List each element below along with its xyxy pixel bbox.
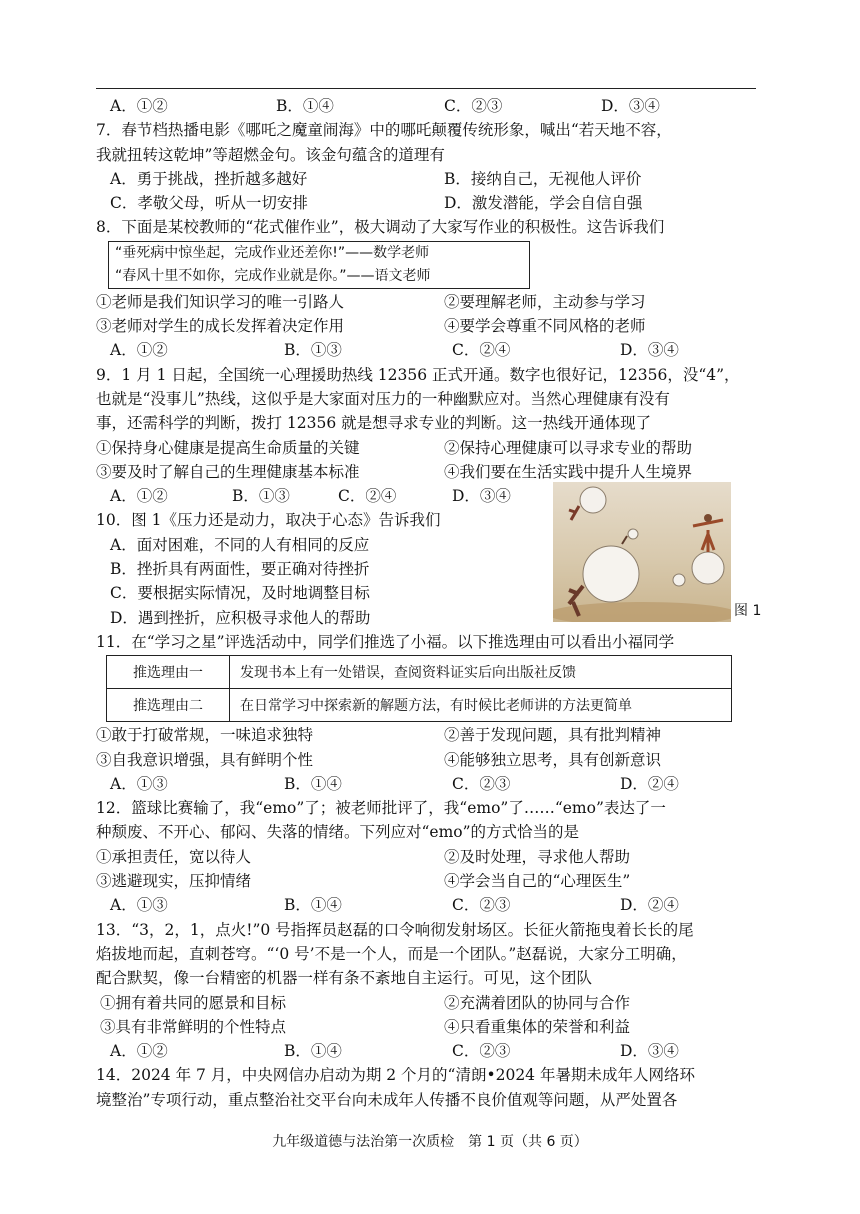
q11-reason-head-1: 推选理由一 xyxy=(107,656,230,689)
q8-statements-row xyxy=(96,314,760,338)
q8-option-c[interactable]: C．②④ xyxy=(452,341,511,360)
q8-statement-4: ④要学会尊重不同风格的老师 xyxy=(444,317,646,336)
q11-reason-head-2: 推选理由二 xyxy=(107,689,230,722)
q7-option-d[interactable]: D．激发潜能，学会自信自强 xyxy=(444,194,643,213)
q7-options-row xyxy=(96,167,760,191)
q13-stem-line: 13．“3，2，1，点火!”0 号指挥员赵磊的口令响彻发射场区。长征火箭拖曳着长长的尾 xyxy=(96,920,694,939)
q9-statement-4: ④我们要在生活实践中提升人生境界 xyxy=(444,462,693,481)
q13-statement-3: ③具有非常鲜明的个性特点 xyxy=(100,1017,287,1036)
q12-statements-row xyxy=(96,869,760,893)
q8-statement-1: ①老师是我们知识学习的唯一引路人 xyxy=(96,292,345,311)
q10-option-a[interactable]: A．面对困难，不同的人有相同的反应 xyxy=(110,535,370,554)
q11-statement-2: ②善于发现问题，具有批判精神 xyxy=(444,726,662,745)
q8-statement-3: ③老师对学生的成长发挥着决定作用 xyxy=(96,317,345,336)
q9-statement-3: ③要及时了解自己的生理健康基本标准 xyxy=(96,462,360,481)
q9-stem-line: 9．1 月 1 日起，全国统一心理援助热线 12356 正式开通。数字也很好记，12356，没“4”， xyxy=(96,365,740,384)
top-rule xyxy=(96,88,756,89)
q8-option-a[interactable]: A．①② xyxy=(110,341,168,360)
q11-statements-row xyxy=(96,748,760,772)
q11-reason-text-2: 在日常学习中探索新的解题方法，有时候比老师讲的方法更简单 xyxy=(230,689,732,722)
q12-statement-2: ②及时处理，寻求他人帮助 xyxy=(444,847,631,866)
q9-stem-line: 也就是“没事儿”热线，这似乎是大家面对压力的一种幽默应对。当然心理健康有没有 xyxy=(96,389,670,408)
q6-option-b[interactable]: B．①④ xyxy=(276,97,334,115)
q12-option-b[interactable]: B．①④ xyxy=(284,896,342,915)
q11-option-b[interactable]: B．①④ xyxy=(284,774,342,793)
q13-stem-line: 配合默契，像一台精密的机器一样有条不紊地自主运行。可见，这个团队 xyxy=(96,969,593,988)
q8-quote-chinese: “春风十里不如你，完成作业就是你。”——语文老师 xyxy=(115,267,431,284)
q6-option-a[interactable]: A．①② xyxy=(110,97,168,115)
q7-option-b[interactable]: B．接纳自己，无视他人评价 xyxy=(444,169,642,188)
q9-statement-2: ②保持心理健康可以寻求专业的帮助 xyxy=(444,438,693,457)
q13-statement-2: ②充满着团队的协同与合作 xyxy=(444,993,631,1012)
q9-option-d[interactable]: D．③④ xyxy=(452,487,511,506)
figure-1-cartoon xyxy=(553,482,731,622)
q11-option-a[interactable]: A．①③ xyxy=(110,774,168,793)
q11-options xyxy=(96,772,760,796)
q11-option-c[interactable]: C．②③ xyxy=(452,774,511,793)
q7-stem-line: 7．春节档热播电影《哪吒之魔童闹海》中的哪吒颠覆传统形象，喊出“若天地不容， xyxy=(96,121,672,140)
q9-option-c[interactable]: C．②④ xyxy=(338,487,397,506)
page-footer: 九年级道德与法治第一次质检 第 1 页（共 6 页） xyxy=(272,1134,588,1150)
q6-option-d[interactable]: D．③④ xyxy=(601,97,660,115)
q12-option-a[interactable]: A．①③ xyxy=(110,896,168,915)
figure-1-label: 图 1 xyxy=(734,603,762,619)
q10-option-b[interactable]: B．挫折具有两面性，要正确对待挫折 xyxy=(110,560,370,579)
table-row xyxy=(107,689,732,722)
q13-option-b[interactable]: B．①④ xyxy=(284,1042,342,1061)
q12-option-c[interactable]: C．②③ xyxy=(452,896,511,915)
q7-option-a[interactable]: A．勇于挑战，挫折越多越好 xyxy=(110,169,308,188)
q7-stem-line: 我就扭转这乾坤”等超燃金句。该金句蕴含的道理有 xyxy=(96,145,445,164)
q6-option-c[interactable]: C．②③ xyxy=(444,97,503,115)
q13-option-c[interactable]: C．②③ xyxy=(452,1042,511,1061)
q12-statement-3: ③逃避现实，压抑情绪 xyxy=(96,872,252,891)
figure-1-illustration xyxy=(553,482,731,622)
q8-quote-box xyxy=(108,241,530,289)
q9-option-a[interactable]: A．①② xyxy=(110,487,168,506)
q8-options xyxy=(96,338,760,362)
q7-option-c[interactable]: C．孝敬父母，听从一切安排 xyxy=(110,194,308,213)
q8-stem-line: 8．下面是某校教师的“花式催作业”，极大调动了大家写作业的积极性。这告诉我们 xyxy=(96,218,665,237)
q9-stem-line: 事，还需科学的判断，拨打 12356 就是想寻求专业的判断。这一热线开通体现了 xyxy=(96,414,652,433)
q12-stem-line: 12．篮球比赛输了，我“emo”了；被老师批评了，我“emo”了……“emo”表达了一 xyxy=(96,799,666,818)
q12-statements-row xyxy=(96,845,760,869)
q10-stem-line: 10．图 1《压力还是动力，取决于心态》告诉我们 xyxy=(96,511,441,530)
q13-statements-row xyxy=(96,991,760,1015)
q13-stem-line: 焰拔地而起，直刺苍穹。“‘0 号’不是一个人，而是一个团队。”赵磊说，大家分工明确， xyxy=(96,944,687,963)
q13-statements-row xyxy=(96,1015,760,1039)
q7-options-row xyxy=(96,191,760,215)
q8-statements-row xyxy=(96,290,760,314)
q9-statements-row xyxy=(96,436,760,460)
q8-option-b[interactable]: B．①③ xyxy=(284,341,342,360)
q10-option-d[interactable]: D．遇到挫折，应积极寻求他人的帮助 xyxy=(110,608,371,627)
q13-option-d[interactable]: D．③④ xyxy=(620,1042,679,1061)
q9-option-b[interactable]: B．①③ xyxy=(232,487,290,506)
q6-options xyxy=(96,94,760,118)
q9-statement-1: ①保持身心健康是提高生命质量的关键 xyxy=(96,438,360,457)
q11-statement-1: ①敢于打破常规，一味追求独特 xyxy=(96,726,314,745)
q13-options xyxy=(96,1039,760,1063)
q11-statement-3: ③自我意识增强，具有鲜明个性 xyxy=(96,750,314,769)
q11-statement-4: ④能够独立思考，具有创新意识 xyxy=(444,750,662,769)
q8-quote-math: “垂死病中惊坐起，完成作业还差你!”——数学老师 xyxy=(115,244,430,261)
table-row xyxy=(107,656,732,689)
q12-statement-1: ①承担责任，宽以待人 xyxy=(96,847,252,866)
q9-statements-row xyxy=(96,460,760,484)
q13-statement-1: ①拥有着共同的愿景和目标 xyxy=(100,993,287,1012)
q8-option-d[interactable]: D．③④ xyxy=(620,341,679,360)
q8-statement-2: ②要理解老师，主动参与学习 xyxy=(444,292,646,311)
q12-option-d[interactable]: D．②④ xyxy=(620,896,679,915)
q13-statement-4: ④只看重集体的荣誉和利益 xyxy=(444,1017,631,1036)
q12-options xyxy=(96,893,760,917)
q11-stem-line: 11．在“学习之星”评选活动中，同学们推选了小福。以下推选理由可以看出小福同学 xyxy=(96,632,675,651)
q11-reason-text-1: 发现书本上有一处错误，查阅资料证实后向出版社反馈 xyxy=(230,656,732,689)
q12-stem-line: 种颓废、不开心、郁闷、失落的情绪。下列应对“emo”的方式恰当的是 xyxy=(96,823,580,842)
q10-option-c[interactable]: C．要根据实际情况，及时地调整目标 xyxy=(110,584,370,603)
q11-reasons-table xyxy=(106,655,732,722)
q11-option-d[interactable]: D．②④ xyxy=(620,774,679,793)
q14-stem-line: 境整治”专项行动，重点整治社交平台向未成年人传播不良价值观等问题，从严处置各 xyxy=(96,1090,678,1109)
q11-statements-row xyxy=(96,723,760,747)
q12-statement-4: ④学会当自己的“心理医生” xyxy=(444,872,631,891)
q14-stem-line: 14．2024 年 7 月，中央网信办启动为期 2 个月的“清朗•2024 年暑期未成年人网络环 xyxy=(96,1066,695,1085)
q13-option-a[interactable]: A．①② xyxy=(110,1042,168,1061)
